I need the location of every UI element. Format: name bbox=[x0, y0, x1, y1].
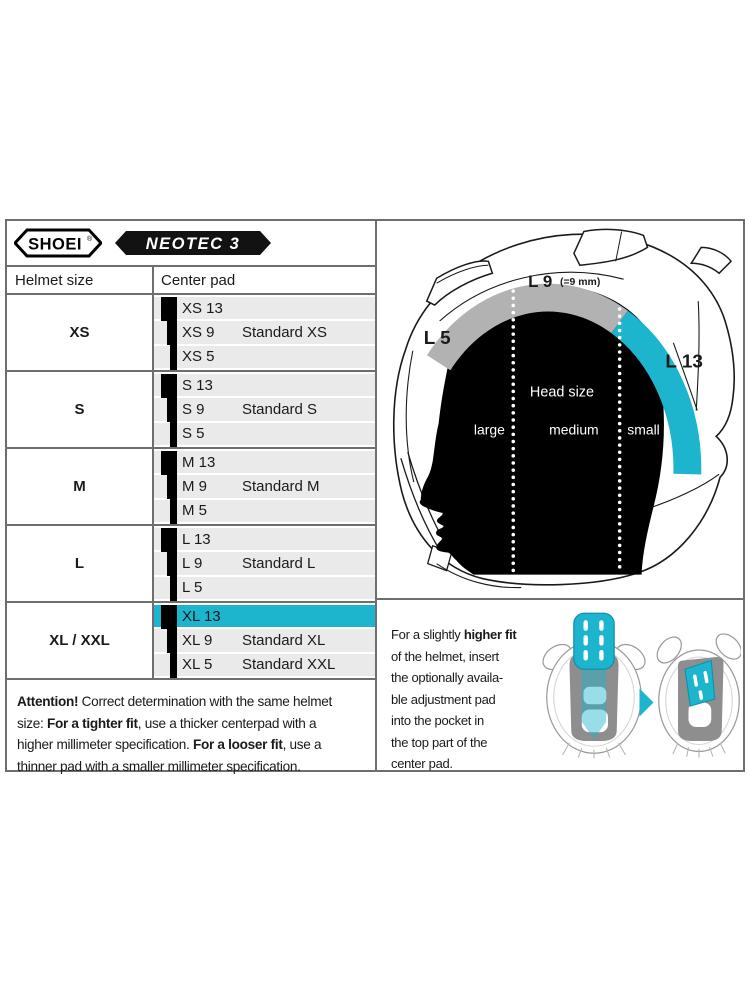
svg-text:SHOEI: SHOEI bbox=[28, 235, 82, 254]
pad-thickness-icon bbox=[161, 297, 177, 370]
size-table-panel bbox=[5, 219, 377, 772]
size-label: L bbox=[7, 526, 154, 601]
pad-option: S 13 bbox=[154, 374, 375, 396]
arrow-right-icon bbox=[640, 689, 654, 717]
brand-logo-row bbox=[7, 221, 375, 265]
shoei-logo bbox=[14, 228, 102, 258]
pad-option: L 5 bbox=[154, 577, 375, 599]
size-label: S bbox=[7, 372, 154, 447]
adjustment-instruction: For a slightly higher fit of the helmet, insert the optionally availa- ble adjustment pad into the pocket in the top part of the center pad. bbox=[391, 627, 517, 771]
pad-thickness-icon bbox=[161, 605, 177, 678]
pad-cell bbox=[154, 603, 375, 678]
band-left-label: L 5 bbox=[423, 327, 451, 349]
pad-thickness-icon bbox=[161, 374, 177, 447]
band-right-label: L 13 bbox=[665, 351, 703, 373]
size-label: XL / XXL bbox=[7, 603, 154, 678]
rear-spoiler bbox=[691, 247, 731, 273]
attention-note: Attention! Correct determination with the same helmet size: For a tighter fit, use a thicker centerpad with a higher millimeter specification. For a looser fit, use a thinner pad with a smaller millimeter specification. bbox=[7, 678, 375, 777]
inserted-adjustment-pad bbox=[685, 661, 715, 707]
pad-option: S 9 Standard S bbox=[154, 398, 375, 420]
size-label: M bbox=[7, 449, 154, 524]
pad-option: L 13 bbox=[154, 528, 375, 550]
diagram-panel bbox=[377, 219, 745, 772]
pad-option: M 5 bbox=[154, 500, 375, 522]
table-row bbox=[7, 293, 375, 370]
table-row bbox=[7, 370, 375, 447]
pad-thickness-icon bbox=[161, 528, 177, 601]
registered-mark: ® bbox=[87, 236, 93, 243]
adjustment-pad-section bbox=[377, 598, 743, 770]
pad-option: M 9 Standard M bbox=[154, 475, 375, 497]
header-helmet-size: Helmet size bbox=[7, 267, 154, 293]
table-header-row bbox=[7, 265, 375, 293]
band-top-note: (=9 mm) bbox=[559, 277, 601, 289]
center-pad-before bbox=[538, 613, 649, 758]
head-size-title: Head size bbox=[529, 384, 595, 401]
helmet-diagram bbox=[377, 221, 743, 598]
pad-option-highlighted: XL 13 bbox=[154, 605, 375, 627]
pad-cell bbox=[154, 295, 375, 370]
pad-option: XL 5 Standard XXL bbox=[154, 654, 375, 676]
pad-option: XS 9 Standard XS bbox=[154, 321, 375, 343]
pad-option: XS 5 bbox=[154, 346, 375, 368]
pad-cell bbox=[154, 372, 375, 447]
pad-cell bbox=[154, 526, 375, 601]
table-row bbox=[7, 447, 375, 524]
band-top-label: L 9 bbox=[528, 272, 553, 292]
svg-text:NEOTEC 3: NEOTEC 3 bbox=[145, 235, 241, 253]
pad-option: S 5 bbox=[154, 423, 375, 445]
center-pad-after bbox=[652, 629, 741, 757]
pad-cell bbox=[154, 449, 375, 524]
adjustment-pad bbox=[574, 613, 614, 669]
header-center-pad: Center pad bbox=[161, 271, 236, 289]
pad-option: M 13 bbox=[154, 451, 375, 473]
zone-small-label: small bbox=[627, 421, 660, 438]
adjustment-pad-illustration bbox=[529, 600, 743, 770]
table-row bbox=[7, 601, 375, 678]
zone-medium-label: medium bbox=[549, 421, 599, 438]
neotec3-logo bbox=[114, 230, 272, 256]
pad-thickness-icon bbox=[161, 451, 177, 524]
pad-option: XL 9 Standard XL bbox=[154, 629, 375, 651]
pad-option: L 9 Standard L bbox=[154, 552, 375, 574]
size-label: XS bbox=[7, 295, 154, 370]
pad-option: XS 13 bbox=[154, 297, 375, 319]
table-row bbox=[7, 524, 375, 601]
zone-large-label: large bbox=[473, 421, 505, 438]
